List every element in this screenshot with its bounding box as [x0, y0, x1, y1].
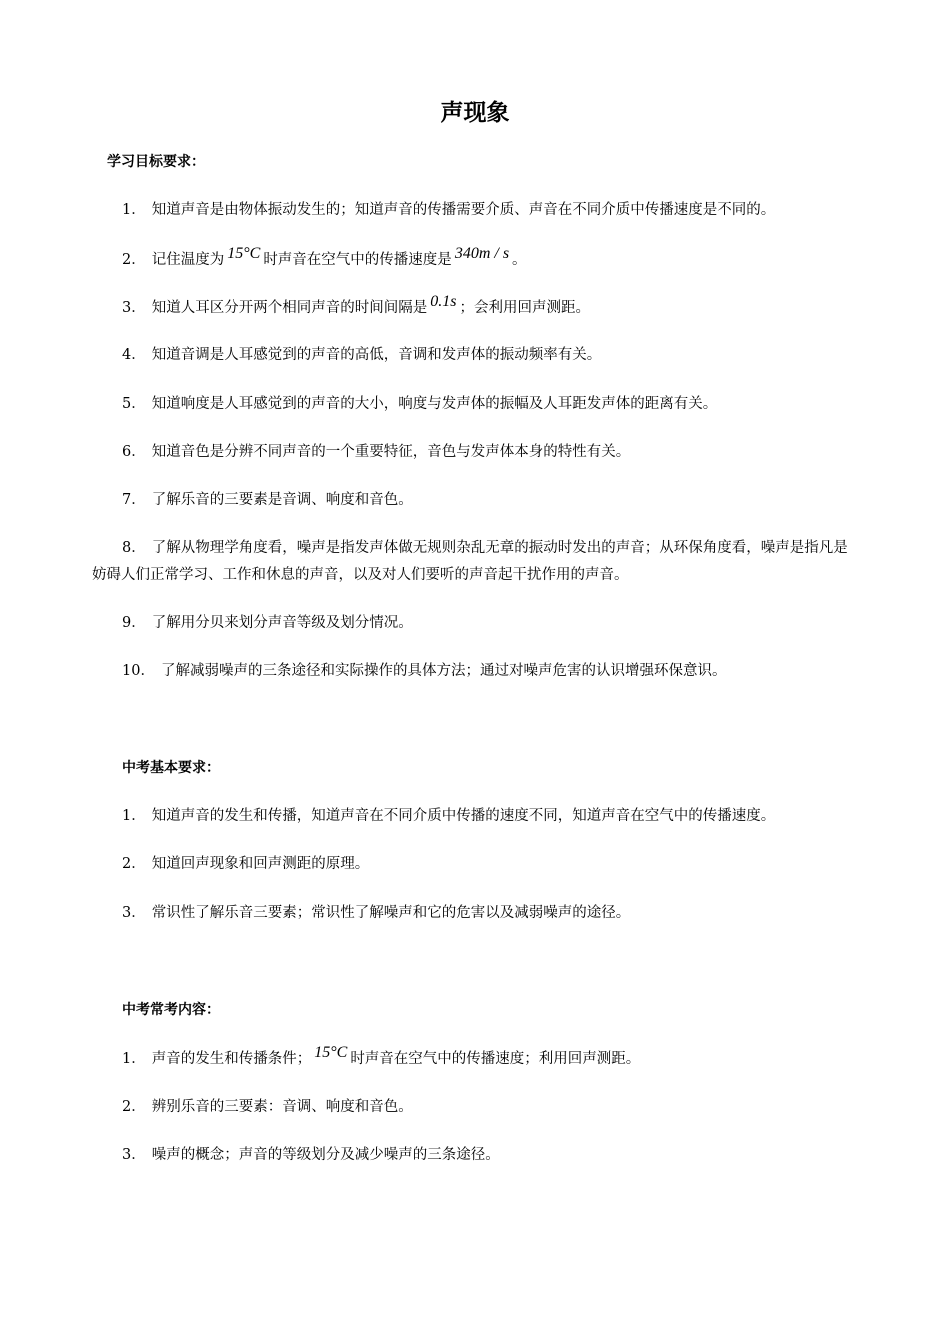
item-text-pre: 知道人耳区分开两个相同声音的时间间隔是: [151, 300, 428, 316]
item-text-pre: 记住温度为: [151, 252, 225, 268]
item-text-post: 。: [512, 252, 527, 268]
item-text: 噪声的概念；声音的等级划分及减少噪声的三条途径。: [151, 1147, 500, 1163]
item-number: 1．: [122, 808, 146, 824]
item-text-post: 时声音在空气中的传播速度；利用回声测距。: [350, 1051, 641, 1067]
item-text-pre: 声音的发生和传播条件；: [151, 1051, 312, 1067]
item-number: 2．: [122, 1099, 146, 1115]
item-number: 1．: [122, 1051, 146, 1067]
goal-item-4: [122, 345, 601, 365]
page-title: 声现象: [440, 100, 510, 126]
math-temperature: 15°C: [227, 245, 261, 262]
common-item-1: [122, 1044, 641, 1069]
section-heading-goals: 学习目标要求：: [107, 154, 205, 170]
goal-item-8: [92, 535, 862, 589]
item-text: 知道音色是分辨不同声音的一个重要特征，音色与发声体本身的特性有关。: [151, 444, 631, 460]
basic-item-3: [122, 903, 630, 923]
item-text: 知道音调是人耳感觉到的声音的高低，音调和发声体的振动频率有关。: [151, 347, 602, 363]
item-number: 10．: [122, 663, 155, 679]
item-text: 了解减弱噪声的三条途径和实际操作的具体方法；通过对噪声危害的认识增强环保意识。: [160, 663, 727, 679]
item-number: 8．: [122, 540, 146, 556]
goal-item-5: [122, 394, 717, 414]
goal-item-7: [122, 490, 413, 510]
math-interval: 0.1s: [430, 293, 457, 310]
section-heading-common: 中考常考内容：: [122, 1002, 220, 1018]
item-number: 1．: [122, 202, 146, 218]
item-text: 知道响度是人耳感觉到的声音的大小，响度与发声体的振幅及人耳距发声体的距离有关。: [151, 396, 718, 412]
item-number: 3．: [122, 905, 146, 921]
basic-item-2: [122, 854, 369, 874]
goal-item-9: [122, 613, 413, 633]
item-text: 了解乐音的三要素是音调、响度和音色。: [151, 492, 413, 508]
item-text: 知道声音是由物体振动发生的；知道声音的传播需要介质、声音在不同介质中传播速度是不同的。: [151, 202, 776, 218]
item-number: 7．: [122, 492, 146, 508]
goal-item-6: [122, 442, 630, 462]
item-text: 了解从物理学角度看，噪声是指发声体做无规则杂乱无章的振动时发出的声音；从环保角度看，噪声是指凡是妨碍人们正常学习、工作和休息的声音，以及对人们要听的声音起干扰作用的声音。: [92, 540, 848, 583]
item-text: 知道回声现象和回声测距的原理。: [151, 856, 370, 872]
item-text: 了解用分贝来划分声音等级及划分情况。: [151, 615, 413, 631]
item-number: 3．: [122, 1147, 146, 1163]
item-number: 5．: [122, 396, 146, 412]
item-text-mid: 时声音在空气中的传播速度是: [263, 252, 452, 268]
common-item-2: [122, 1097, 413, 1117]
goal-item-10: [122, 661, 726, 681]
goal-item-1: [122, 200, 775, 220]
item-number: 4．: [122, 347, 146, 363]
item-number: 6．: [122, 444, 146, 460]
item-number: 2．: [122, 856, 146, 872]
item-text: 知道声音的发生和传播，知道声音在不同介质中传播的速度不同，知道声音在空气中的传播速度。: [151, 808, 776, 824]
item-number: 9．: [122, 615, 146, 631]
basic-item-1: [122, 806, 775, 826]
goal-item-2: [122, 245, 527, 270]
item-text: 常识性了解乐音三要素；常识性了解噪声和它的危害以及减弱噪声的途径。: [151, 905, 631, 921]
goal-item-3: [122, 293, 590, 318]
math-speed: 340m / s: [454, 245, 510, 262]
section-heading-basic: 中考基本要求：: [122, 760, 220, 776]
common-item-3: [122, 1145, 500, 1165]
item-number: 2．: [122, 252, 146, 268]
item-text-post: ；会利用回声测距。: [459, 300, 590, 316]
math-temperature: 15°C: [314, 1044, 348, 1061]
item-text: 辨别乐音的三要素：音调、响度和音色。: [151, 1099, 413, 1115]
item-number: 3．: [122, 300, 146, 316]
